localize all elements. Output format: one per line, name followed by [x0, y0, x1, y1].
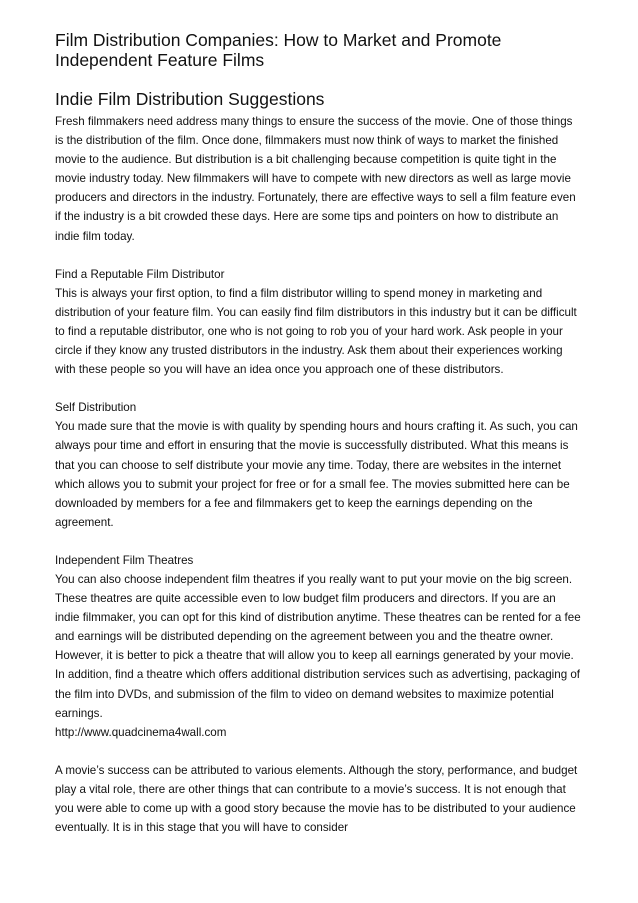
paragraph-spacer: [55, 742, 583, 761]
paragraph-spacer: [55, 246, 583, 265]
heading-find-distributor: Find a Reputable Film Distributor: [55, 267, 225, 281]
body-self-distribution: You made sure that the movie is with quality by spending hours and hours crafting it. As such, you can always pour time and effort in ensuring that the movie is successfully distributed. What this means is that you can choose to self distribute your movie any time. Today, there are websites in the internet which allows you to submit your project for free or for a small fee. The movies submitted here can be downloaded by members for a fee and filmmakers get to keep the earnings depending on the agreement.: [55, 420, 578, 529]
body-find-distributor: This is always your first option, to find a film distributor willing to spend money in marketing and distribution of your feature film. You can easily find film distributors in this industry but it can be difficult to find a reputable distributor, one who is not going to rob you of your hard work. Ask people in your circle if they know any trusted distributors in the industry. Ask them about their experiences working with these people so you will have an idea once you approach one of these distributors.: [55, 286, 577, 377]
document-page: [55, 30, 583, 837]
heading-self-distribution: Self Distribution: [55, 401, 137, 415]
intro-paragraph: Fresh filmmakers need address many things to ensure the success of the movie. One of those things is the distribution of the film. Once done, filmmakers must now think of ways to market the finished movie to the audience. But distribution is a bit challenging because competition is quite tight in the movie industry today. New filmmakers will have to compete with new directors as well as large movie producers and directors in the industry. Fortunately, there are effective ways to sell a film feature even if the industry is a bit crowded these days. Here are some tips and pointers on how to distribute an indie film today.: [55, 115, 576, 243]
section-subtitle: Indie Film Distribution Suggestions: [55, 89, 325, 109]
body-independent-theatres: You can also choose independent film theatres if you really want to put your movie on the big screen. These theatres are quite accessible even to low budget film producers and directors. If you are an indie filmmaker, you can opt for this kind of distribution anytime. These theatres can be rented for a fee and earnings will be distributed depending on the agreement between you and the theatre owner. However, it is better to pick a theatre that will allow you to keep all earnings generated by your movie. In addition, find a theatre which offers additional distribution services such as advertising, packaging of the film into DVDs, and submission of the film to video on demand websites to maximize potential earnings.: [55, 572, 581, 720]
page-title: Film Distribution Companies: How to Market and Promote Independent Feature Films: [55, 30, 502, 70]
heading-independent-theatres: Independent Film Theatres: [55, 553, 194, 567]
paragraph-spacer: [55, 379, 583, 398]
paragraph-spacer: [55, 532, 583, 551]
quadcinema-link[interactable]: http://www.quadcinema4wall.com: [55, 725, 227, 739]
closing-paragraph: A movie’s success can be attributed to various elements. Although the story, performance, and budget play a vital role, there are other things that can contribute to a movie’s success. It is not enough that you were able to come up with a good story because the movie has to be distributed to your audience eventually. It is in this stage that you will have to consider: [55, 763, 578, 835]
